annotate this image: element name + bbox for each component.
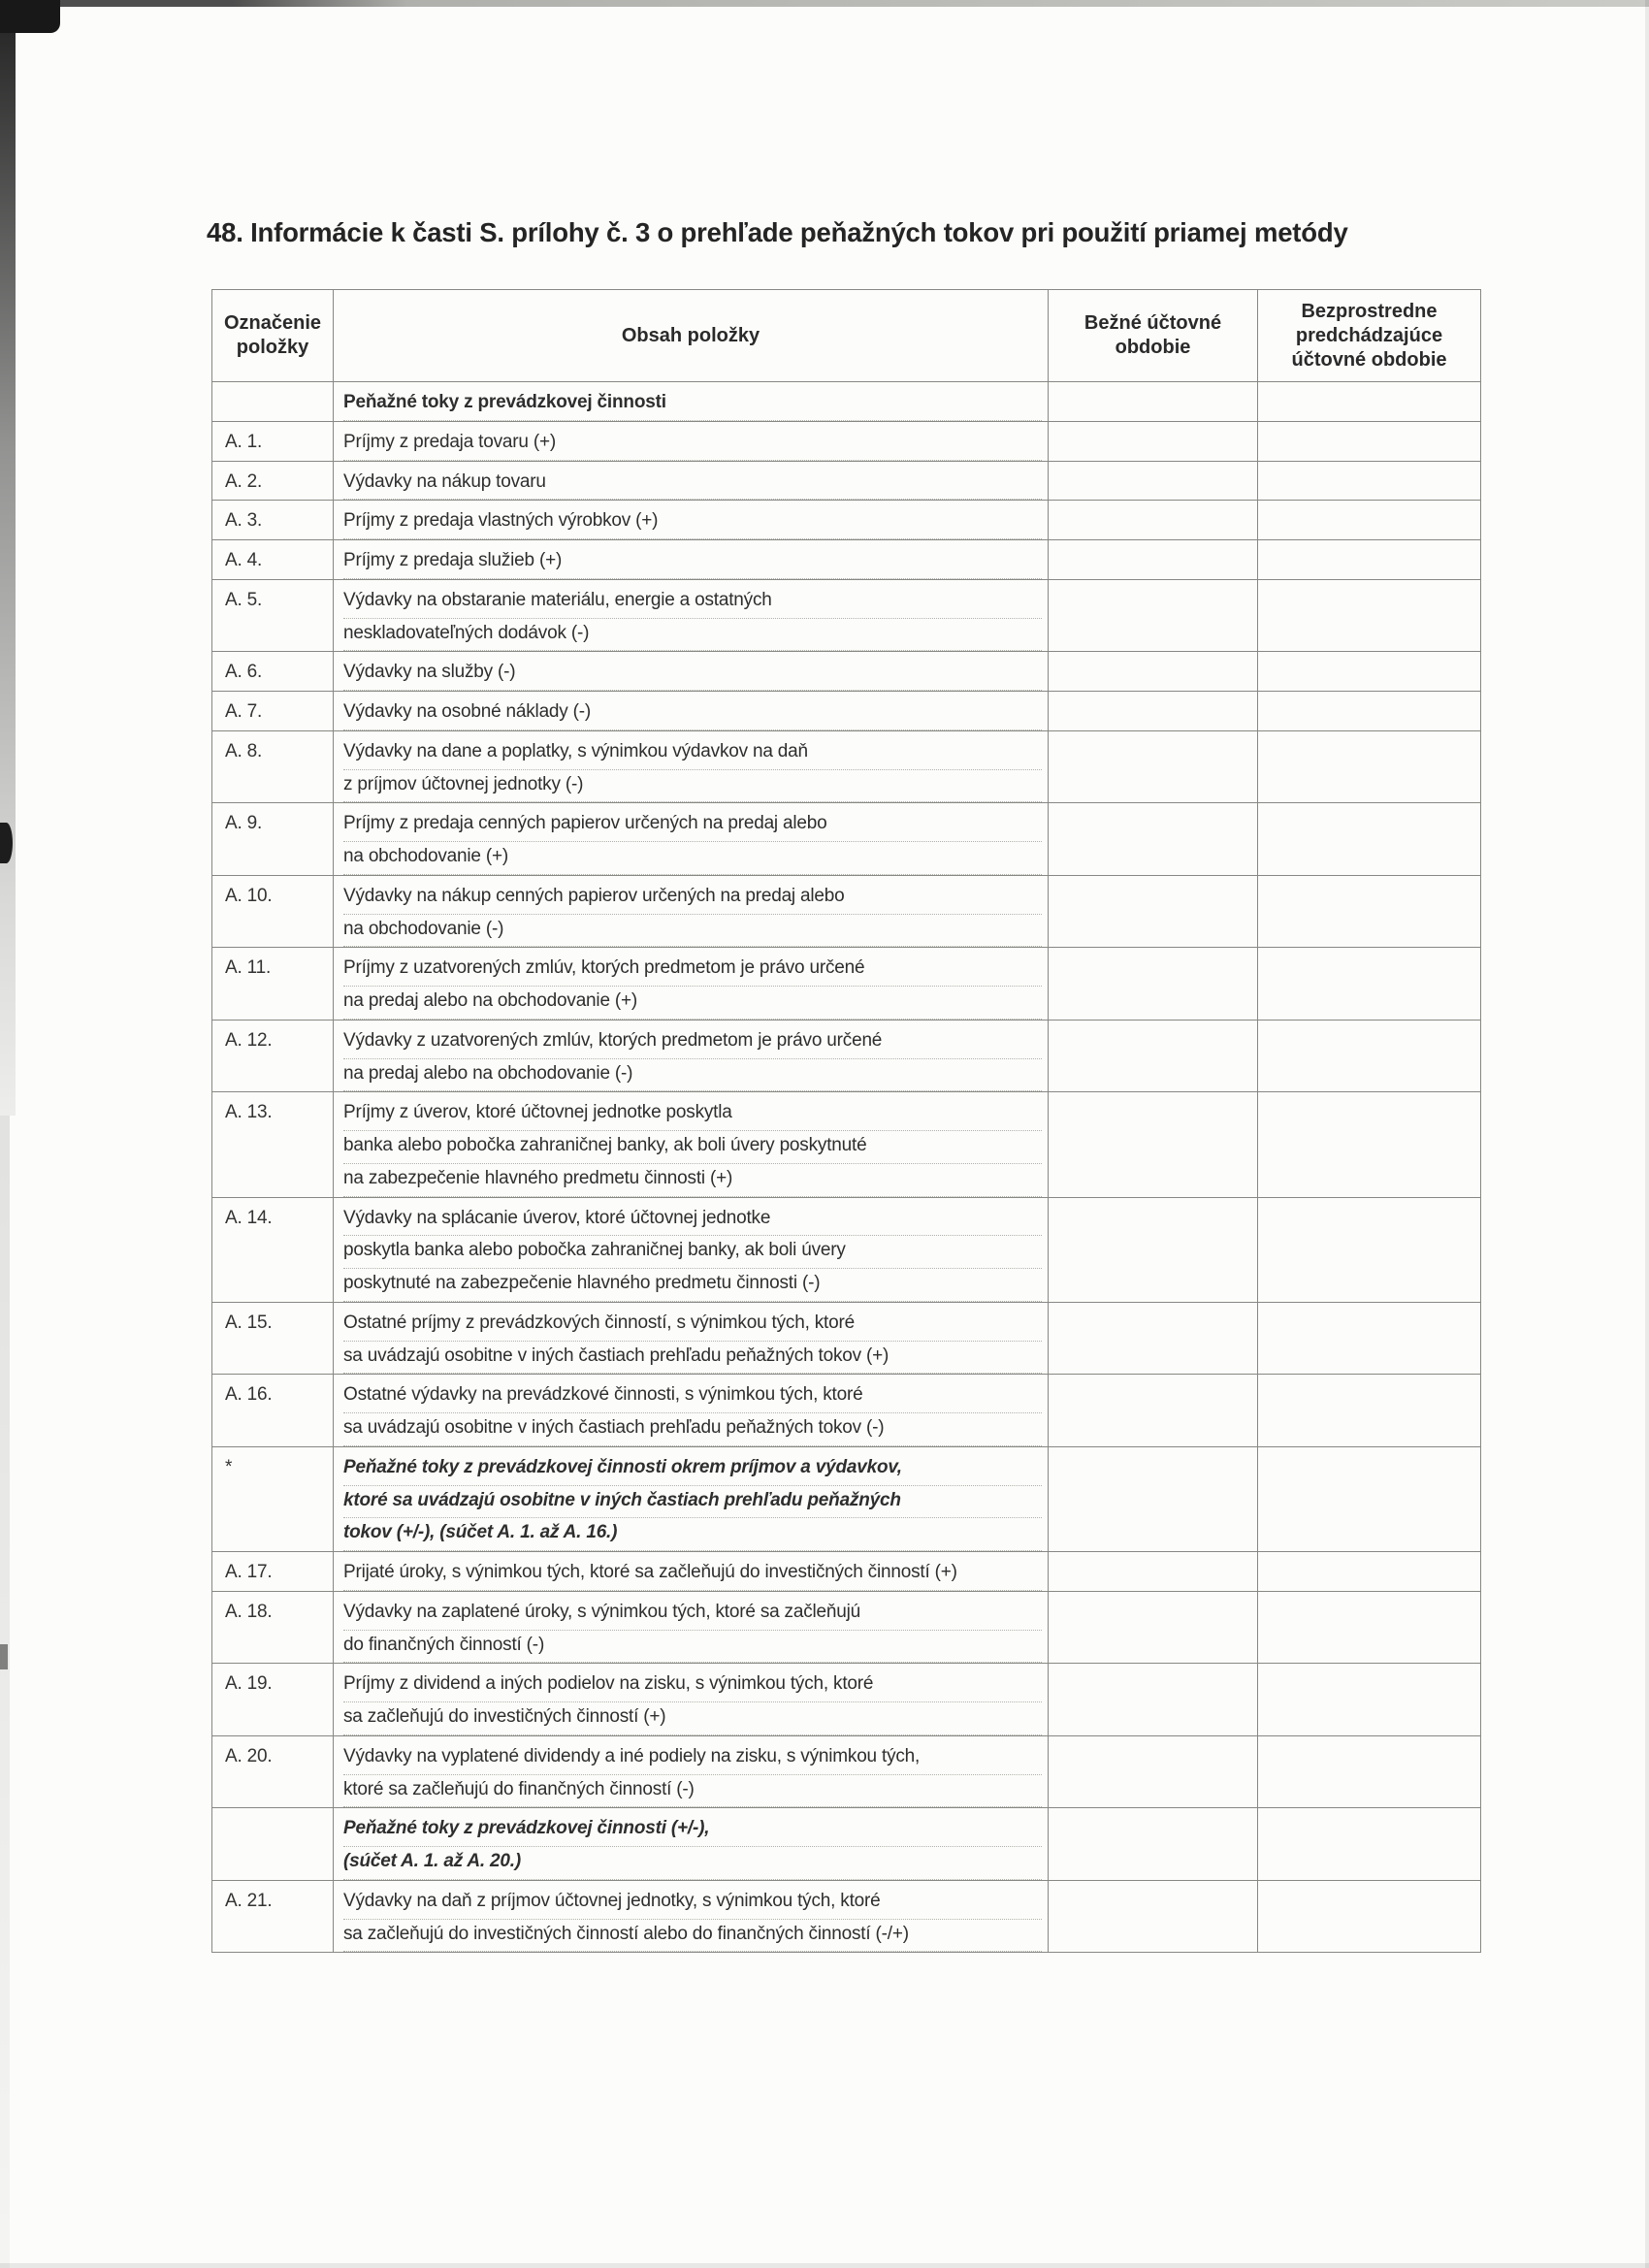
- content-line: Ostatné výdavky na prevádzkové činnosti, s výnimkou tých, ktoré: [343, 1380, 1042, 1413]
- table-row: [212, 1197, 1481, 1302]
- content-line: Výdavky na splácanie úverov, ktoré účtovnej jednotke: [343, 1204, 1042, 1237]
- scan-artifact-left-tick-lower: [0, 1644, 8, 1669]
- row-code: A. 1.: [212, 421, 334, 461]
- scan-artifact-right-edge: [1645, 0, 1649, 2268]
- content-line: Výdavky na nákup tovaru: [343, 468, 1042, 501]
- row-code: A. 15.: [212, 1302, 334, 1375]
- page-title: 48. Informácie k časti S. prílohy č. 3 o prehľade peňažných tokov pri použití priamej metódy: [207, 217, 1348, 248]
- row-code: A. 11.: [212, 948, 334, 1021]
- row-code: A. 10.: [212, 875, 334, 948]
- table-row: [212, 461, 1481, 501]
- row-content: [334, 1020, 1049, 1092]
- content-line: Výdavky na nákup cenných papierov určených na predaj alebo: [343, 882, 1042, 915]
- scan-artifact-bottom-edge: [0, 2263, 1649, 2268]
- cell-previous: [1258, 382, 1481, 422]
- row-content: [334, 730, 1049, 803]
- content-line: Ostatné príjmy z prevádzkových činností, s výnimkou tých, ktoré: [343, 1309, 1042, 1342]
- row-code: A. 5.: [212, 579, 334, 652]
- content-line: Príjmy z dividend a iných podielov na zisku, s výnimkou tých, ktoré: [343, 1669, 1042, 1702]
- cell-previous: [1258, 461, 1481, 501]
- table-row: [212, 875, 1481, 948]
- row-content: [334, 652, 1049, 692]
- cell-current: [1049, 1375, 1258, 1447]
- cell-current: [1049, 948, 1258, 1021]
- cell-current: [1049, 803, 1258, 876]
- cell-current: [1049, 1591, 1258, 1664]
- table-row: [212, 1735, 1481, 1808]
- table-row: [212, 692, 1481, 731]
- row-code: A. 2.: [212, 461, 334, 501]
- content-line: poskytnuté na zabezpečenie hlavného predmetu činnosti (-): [343, 1269, 1042, 1302]
- table-row: [212, 730, 1481, 803]
- row-content: [334, 421, 1049, 461]
- row-content: [334, 1664, 1049, 1736]
- table-row: [212, 1552, 1481, 1592]
- content-line: Výdavky na obstaranie materiálu, energie a ostatných: [343, 586, 1042, 619]
- row-code: [212, 1808, 334, 1881]
- content-line: Výdavky na zaplatené úroky, s výnimkou tých, ktoré sa začleňujú: [343, 1598, 1042, 1631]
- cell-current: [1049, 1552, 1258, 1592]
- scan-artifact-top-edge: [0, 0, 1649, 7]
- row-content: [334, 692, 1049, 731]
- row-code: A. 13.: [212, 1092, 334, 1197]
- table-row: [212, 579, 1481, 652]
- content-line: Výdavky na dane a poplatky, s výnimkou výdavkov na daň: [343, 737, 1042, 770]
- content-line: neskladovateľných dodávok (-): [343, 619, 1042, 652]
- table-row: [212, 421, 1481, 461]
- cell-current: [1049, 1880, 1258, 1953]
- content-line: Výdavky na služby (-): [343, 658, 1042, 691]
- content-line: na obchodovanie (+): [343, 842, 1042, 875]
- row-content: [334, 803, 1049, 876]
- content-line: na predaj alebo na obchodovanie (+): [343, 987, 1042, 1020]
- row-content: [334, 1375, 1049, 1447]
- row-code: A. 18.: [212, 1591, 334, 1664]
- cell-current: [1049, 579, 1258, 652]
- cell-current: [1049, 461, 1258, 501]
- cell-previous: [1258, 501, 1481, 540]
- header-item-content: Obsah položky: [334, 290, 1049, 382]
- row-content: [334, 948, 1049, 1021]
- cell-current: [1049, 1664, 1258, 1736]
- cell-current: [1049, 382, 1258, 422]
- row-code: A. 21.: [212, 1880, 334, 1953]
- content-line: Výdavky z uzatvorených zmlúv, ktorých predmetom je právo určené: [343, 1026, 1042, 1059]
- row-content: [334, 1880, 1049, 1953]
- table-row: [212, 1880, 1481, 1953]
- content-line: do finančných činností (-): [343, 1631, 1042, 1664]
- cell-previous: [1258, 1197, 1481, 1302]
- table-row: [212, 1808, 1481, 1881]
- cell-previous: [1258, 1735, 1481, 1808]
- content-line: Výdavky na osobné náklady (-): [343, 697, 1042, 730]
- row-content: [334, 875, 1049, 948]
- cell-previous: [1258, 579, 1481, 652]
- cell-previous: [1258, 1880, 1481, 1953]
- header-previous-period: Bezprostredne predchádzajúce účtovné obdobie: [1258, 290, 1481, 382]
- row-code: A. 17.: [212, 1552, 334, 1592]
- row-content: [334, 1735, 1049, 1808]
- table-row: [212, 1664, 1481, 1736]
- header-current-period: Bežné účtovné obdobie: [1049, 290, 1258, 382]
- row-content: [334, 1302, 1049, 1375]
- row-code: A. 20.: [212, 1735, 334, 1808]
- content-line: Príjmy z uzatvorených zmlúv, ktorých predmetom je právo určené: [343, 954, 1042, 987]
- row-code: A. 9.: [212, 803, 334, 876]
- row-content: [334, 1591, 1049, 1664]
- cell-previous: [1258, 803, 1481, 876]
- cell-current: [1049, 652, 1258, 692]
- cell-previous: [1258, 1020, 1481, 1092]
- content-line: Peňažné toky z prevádzkovej činnosti (+/-),: [343, 1814, 1042, 1847]
- cell-previous: [1258, 875, 1481, 948]
- table-row: [212, 540, 1481, 580]
- cell-previous: [1258, 948, 1481, 1021]
- content-line: banka alebo pobočka zahraničnej banky, ak boli úvery poskytnuté: [343, 1131, 1042, 1164]
- row-code: A. 8.: [212, 730, 334, 803]
- table-row: [212, 1092, 1481, 1197]
- cell-previous: [1258, 1808, 1481, 1881]
- table-row: [212, 652, 1481, 692]
- table-row: [212, 382, 1481, 422]
- cell-previous: [1258, 1591, 1481, 1664]
- content-line: z príjmov účtovnej jednotky (-): [343, 770, 1042, 803]
- cell-current: [1049, 1735, 1258, 1808]
- content-line: poskytla banka alebo pobočka zahraničnej banky, ak boli úvery: [343, 1236, 1042, 1269]
- table-row: [212, 1302, 1481, 1375]
- cell-previous: [1258, 730, 1481, 803]
- table-row: [212, 1591, 1481, 1664]
- row-code: A. 12.: [212, 1020, 334, 1092]
- cell-previous: [1258, 1552, 1481, 1592]
- row-content: [334, 1092, 1049, 1197]
- content-line: Výdavky na daň z príjmov účtovnej jednotky, s výnimkou tých, ktoré: [343, 1887, 1042, 1920]
- scan-artifact-left-edge: [0, 0, 16, 1116]
- row-content: [334, 1552, 1049, 1592]
- content-line: sa začleňujú do investičných činností alebo do finančných činností (-/+): [343, 1920, 1042, 1953]
- content-line: Príjmy z predaja vlastných výrobkov (+): [343, 506, 1042, 539]
- row-content: [334, 382, 1049, 422]
- row-code: A. 6.: [212, 652, 334, 692]
- cell-current: [1049, 501, 1258, 540]
- row-content: [334, 1808, 1049, 1881]
- cell-previous: [1258, 421, 1481, 461]
- table-row: [212, 948, 1481, 1021]
- content-line: (súčet A. 1. až A. 20.): [343, 1847, 1042, 1880]
- row-code: A. 14.: [212, 1197, 334, 1302]
- content-line: Príjmy z predaja služieb (+): [343, 546, 1042, 579]
- content-line: sa začleňujú do investičných činností (+): [343, 1702, 1042, 1735]
- cell-current: [1049, 1302, 1258, 1375]
- cell-current: [1049, 1197, 1258, 1302]
- row-content: [334, 461, 1049, 501]
- content-line: ktoré sa uvádzajú osobitne v iných častiach prehľadu peňažných: [343, 1486, 1042, 1519]
- cell-current: [1049, 875, 1258, 948]
- table-body: [212, 382, 1481, 1953]
- content-line: na predaj alebo na obchodovanie (-): [343, 1059, 1042, 1092]
- cell-current: [1049, 540, 1258, 580]
- content-line: Príjmy z predaja tovaru (+): [343, 428, 1042, 461]
- cell-previous: [1258, 692, 1481, 731]
- cell-current: [1049, 1808, 1258, 1881]
- cell-previous: [1258, 1092, 1481, 1197]
- cell-current: [1049, 1020, 1258, 1092]
- content-line: Príjmy z predaja cenných papierov určených na predaj alebo: [343, 809, 1042, 842]
- content-line: Peňažné toky z prevádzkovej činnosti: [343, 388, 1042, 421]
- cell-previous: [1258, 1302, 1481, 1375]
- content-line: ktoré sa začleňujú do finančných činností (-): [343, 1775, 1042, 1808]
- cell-current: [1049, 1446, 1258, 1551]
- table-row: [212, 803, 1481, 876]
- cell-current: [1049, 730, 1258, 803]
- table-header-row: [212, 290, 1481, 382]
- row-content: [334, 1197, 1049, 1302]
- cell-previous: [1258, 540, 1481, 580]
- content-line: sa uvádzajú osobitne v iných častiach prehľadu peňažných tokov (-): [343, 1413, 1042, 1446]
- row-code: A. 16.: [212, 1375, 334, 1447]
- content-line: Príjmy z úverov, ktoré účtovnej jednotke poskytla: [343, 1098, 1042, 1131]
- scan-artifact-corner-mark: [0, 0, 60, 33]
- table-row: [212, 1446, 1481, 1551]
- row-code: [212, 382, 334, 422]
- table-row: [212, 501, 1481, 540]
- row-content: [334, 501, 1049, 540]
- cell-current: [1049, 421, 1258, 461]
- content-line: Výdavky na vyplatené dividendy a iné podiely na zisku, s výnimkou tých,: [343, 1742, 1042, 1775]
- header-item-code: Označenie položky: [212, 290, 334, 382]
- content-line: Prijaté úroky, s výnimkou tých, ktoré sa začleňujú do investičných činností (+): [343, 1558, 1042, 1591]
- cell-current: [1049, 692, 1258, 731]
- cell-current: [1049, 1092, 1258, 1197]
- content-line: sa uvádzajú osobitne v iných častiach prehľadu peňažných tokov (+): [343, 1342, 1042, 1375]
- content-line: Peňažné toky z prevádzkovej činnosti okrem príjmov a výdavkov,: [343, 1453, 1042, 1486]
- row-content: [334, 579, 1049, 652]
- content-line: tokov (+/-), (súčet A. 1. až A. 16.): [343, 1518, 1042, 1551]
- cell-previous: [1258, 1375, 1481, 1447]
- cell-previous: [1258, 1664, 1481, 1736]
- scan-artifact-left-edge-lower: [0, 1116, 10, 2268]
- scan-artifact-left-tick: [0, 823, 13, 863]
- row-code: A. 19.: [212, 1664, 334, 1736]
- row-code: A. 4.: [212, 540, 334, 580]
- row-content: [334, 540, 1049, 580]
- cell-previous: [1258, 1446, 1481, 1551]
- row-content: [334, 1446, 1049, 1551]
- cell-previous: [1258, 652, 1481, 692]
- row-code: A. 7.: [212, 692, 334, 731]
- table-row: [212, 1375, 1481, 1447]
- row-code: *: [212, 1446, 334, 1551]
- table-row: [212, 1020, 1481, 1092]
- content-line: na obchodovanie (-): [343, 915, 1042, 948]
- row-code: A. 3.: [212, 501, 334, 540]
- content-line: na zabezpečenie hlavného predmetu činnosti (+): [343, 1164, 1042, 1197]
- cash-flow-table: [211, 289, 1481, 1953]
